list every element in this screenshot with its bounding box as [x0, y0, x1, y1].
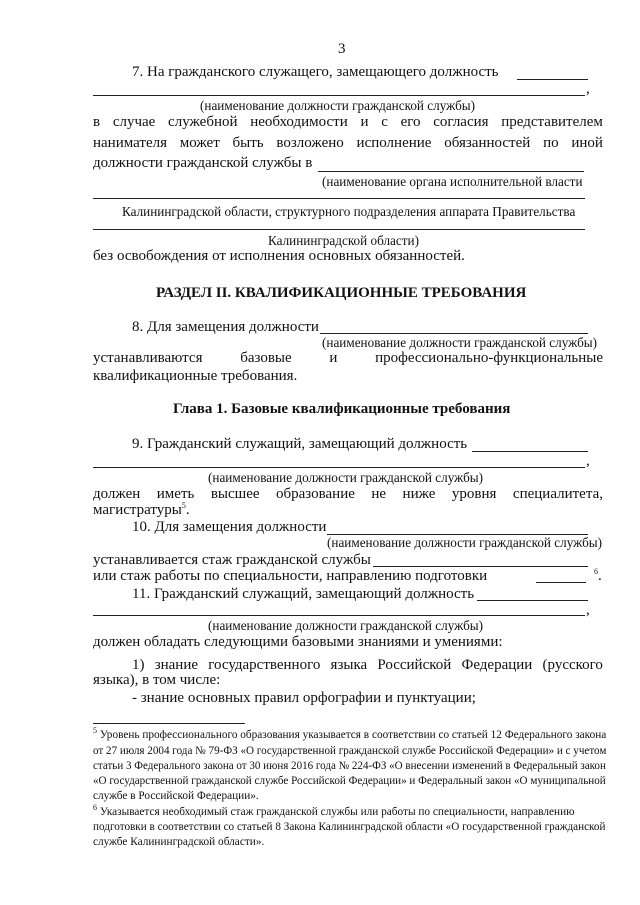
p7-text-line2: нанимателя может быть возложено исполнение обязанностей по иной: [93, 135, 603, 151]
footnote-5-line5: службе в Российской Федерации».: [93, 790, 259, 802]
p7-text-line3: должности гражданской службы в: [93, 155, 313, 171]
p11-item1-sub: - знание основных правил орфографии и пунктуации;: [132, 690, 476, 706]
p7-text-line1: в случае служебной необходимости и с его согласия представителем: [93, 114, 603, 130]
p11-line1: 11. Гражданский служащий, замещающий должность: [132, 586, 475, 602]
p10-line2: устанавливается стаж гражданской службы: [93, 552, 371, 568]
p10-line3-end: $^6$.: [594, 567, 602, 584]
p10-caption: (наименование должности гражданской службы): [327, 535, 603, 550]
footnote-5-line3: статьи 3 Федерального закона от 30 июня 2016 года № 224-ФЗ «О внесении изменений в Федеральный закон: [93, 760, 606, 772]
footnote-ref-5[interactable]: 5: [181, 501, 186, 510]
footnote-6-line2: подготовки в соответствии со статьей 8 Закона Калининградской области «О государственной гражданской: [93, 821, 606, 833]
p11-item1-line1: 1) знание государственного языка Российской Федерации (русского: [132, 657, 603, 673]
p11-fill-line2: [93, 615, 585, 616]
page-number: 3: [338, 41, 346, 57]
p7-fill-line4: [93, 198, 585, 199]
p7-fill-line5: [93, 229, 585, 230]
footnote-ref-6[interactable]: 6: [594, 567, 598, 576]
p10-line1: 10. Для замещения должности: [132, 519, 327, 535]
footnote-separator: [93, 723, 245, 724]
p10-fill-line2: [373, 566, 588, 567]
p7-caption-region-end: Калининградской области): [268, 233, 419, 248]
p9-comma: ,: [586, 453, 590, 469]
p9-fill-line2: [93, 467, 585, 468]
p7-caption-organ: (наименование органа исполнительной власти: [322, 174, 583, 189]
chapter-heading: Глава 1. Базовые квалификационные требования: [173, 401, 511, 417]
p9-line1: 9. Гражданский служащий, замещающий должность: [132, 436, 468, 452]
p7-line1: 7. На гражданского служащего, замещающего должность: [132, 64, 499, 80]
section-heading: РАЗДЕЛ II. КВАЛИФИКАЦИОННЫЕ ТРЕБОВАНИЯ: [156, 285, 527, 301]
p11-line2: должен обладать следующими базовыми знаниями и умениями:: [93, 634, 503, 650]
p11-fill-line1: [477, 600, 588, 601]
p7-caption-position: (наименование должности гражданской службы): [200, 98, 476, 113]
p10-line3: или стаж работы по специальности, направлению подготовки: [93, 568, 488, 584]
footnote-5-line2: от 27 июля 2004 года № 79-ФЗ «О государственной гражданской службе Российской Федерации» и с учетом: [93, 745, 607, 757]
p8-caption: (наименование должности гражданской службы): [322, 335, 598, 350]
p7-text-end: без освобождения от исполнения основных обязанностей.: [93, 248, 465, 264]
p9-caption: (наименование должности гражданской службы): [208, 470, 484, 485]
p7-fill-line3: [318, 171, 584, 172]
p7-fill-line1: [517, 79, 588, 80]
footnote-6-line3: службе Калининградской области».: [93, 836, 265, 848]
p10-fill-line3: [536, 582, 586, 583]
p11-caption: (наименование должности гражданской службы): [208, 618, 484, 633]
footnote-5: $^5$ Уровень профессионального образования указывается в соответствии со статьей 12 Федерального закона: [93, 726, 607, 741]
p9-line3: магистратуры$^5$.: [93, 501, 190, 518]
p7-caption-region: Калининградской области, структурного подразделения аппарата Правительства: [122, 204, 576, 219]
p7-fill-line2: [93, 95, 585, 96]
p8-line3: квалификационные требования.: [93, 368, 298, 384]
footnote-6: $^6$ Указывается необходимый стаж гражданской службы или работы по специальности, направлению: [93, 803, 575, 818]
p11-item1-line2: языка), в том числе:: [93, 672, 221, 688]
footnote-5-line4: «О государственной гражданской службе Российской Федерации» и Федеральный закон «О муниципальной: [93, 775, 606, 787]
p7-comma: ,: [586, 81, 590, 97]
p11-comma: ,: [586, 602, 590, 618]
p8-fill-line: [320, 333, 588, 334]
p9-line2: должен иметь высшее образование не ниже уровня специалитета,: [93, 486, 603, 502]
p8-line1: 8. Для замещения должности: [132, 319, 319, 335]
p8-line2: устанавливаются базовые и профессионально-функциональные: [93, 350, 603, 366]
p9-fill-line1: [472, 451, 588, 452]
